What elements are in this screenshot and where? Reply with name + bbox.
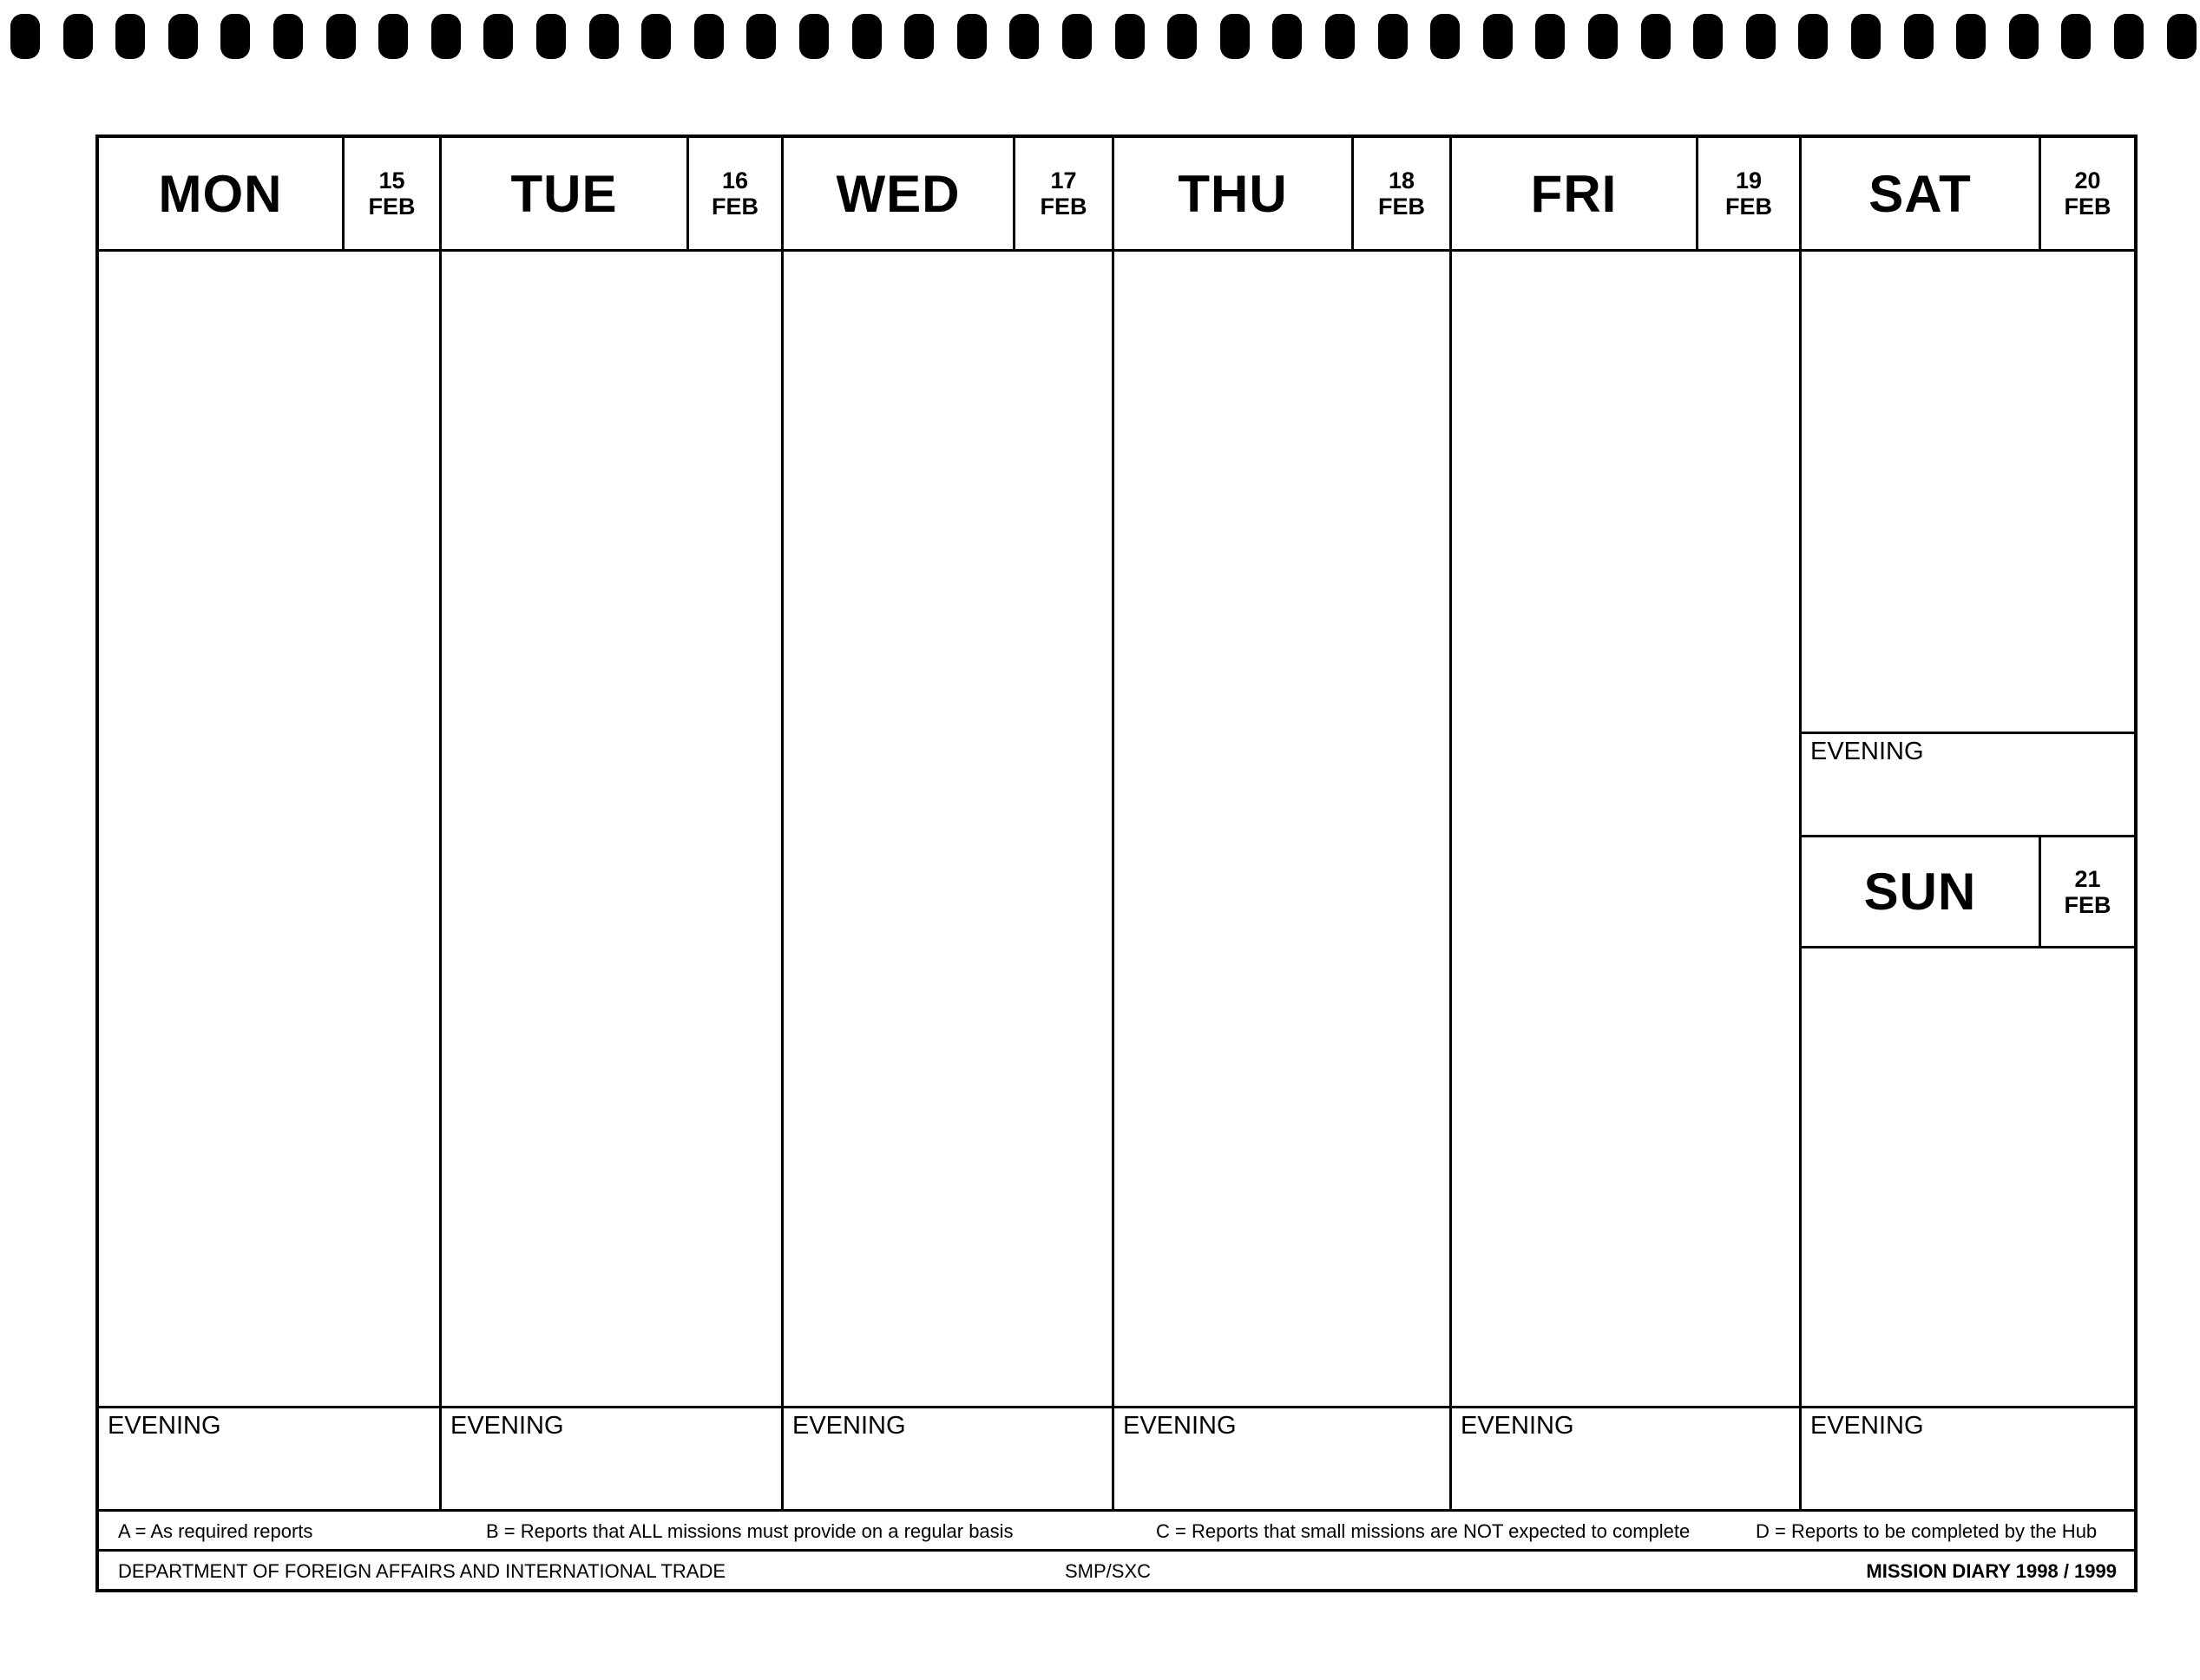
binding-hole: [957, 14, 987, 59]
binding-hole: [799, 14, 829, 59]
binding-hole: [852, 14, 882, 59]
binding-hole: [1798, 14, 1828, 59]
binding-hole: [326, 14, 356, 59]
day-name: MON: [99, 138, 345, 249]
day-header: [99, 138, 439, 252]
date-month: FEB: [1040, 194, 1087, 220]
binding-hole: [1062, 14, 1092, 59]
evening-box[interactable]: [1114, 1406, 1449, 1509]
binding-hole: [904, 14, 934, 59]
binding-hole: [10, 14, 40, 59]
evening-label: EVENING: [1123, 1412, 1237, 1440]
date-month: FEB: [2064, 891, 2111, 918]
legend-b: B = Reports that ALL missions must provide on a regular basis: [486, 1520, 1014, 1542]
evening-box-sun[interactable]: [1802, 1406, 2134, 1509]
binding-hole: [220, 14, 250, 59]
binding-hole: [1693, 14, 1723, 59]
binding-hole: [1851, 14, 1881, 59]
day-date: [345, 138, 439, 249]
binding-hole: [536, 14, 566, 59]
day-column-fri[interactable]: [1452, 138, 1802, 1509]
binding-holes: [0, 0, 2200, 78]
evening-box-sat[interactable]: [1802, 732, 2134, 835]
evening-label: EVENING: [1810, 1412, 1924, 1440]
date-number: 17: [1050, 167, 1077, 194]
binding-hole: [1115, 14, 1145, 59]
day-date: [2041, 138, 2134, 249]
day-name: WED: [784, 138, 1015, 249]
day-header-sat: [1802, 138, 2134, 252]
evening-label: EVENING: [108, 1412, 221, 1440]
legend-d: D = Reports to be completed by the Hub: [1756, 1520, 2098, 1542]
day-header-sun: [1802, 835, 2134, 948]
binding-hole: [1272, 14, 1302, 59]
diary-title: MISSION DIARY 1998 / 1999: [1866, 1560, 2117, 1582]
binding-hole: [273, 14, 303, 59]
binding-hole: [1009, 14, 1039, 59]
legend-c: C = Reports that small missions are NOT expected to complete: [1156, 1520, 1691, 1542]
date-number: 21: [2074, 865, 2101, 892]
day-name: TUE: [442, 138, 689, 249]
date-month: FEB: [368, 194, 416, 220]
day-header: [1452, 138, 1799, 252]
binding-hole: [1956, 14, 1986, 59]
day-body-sun[interactable]: [1802, 948, 2134, 1406]
binding-hole: [1588, 14, 1618, 59]
binding-hole: [1535, 14, 1565, 59]
day-date: [1015, 138, 1112, 249]
binding-hole: [2009, 14, 2039, 59]
binding-hole: [63, 14, 93, 59]
date-number: 18: [1388, 167, 1415, 194]
date-month: FEB: [2064, 194, 2111, 220]
binding-hole: [1904, 14, 1934, 59]
date-number: 19: [1735, 167, 1763, 194]
page-footer: [99, 1552, 2134, 1592]
binding-hole: [2114, 14, 2144, 59]
binding-hole: [589, 14, 619, 59]
binding-hole: [1641, 14, 1671, 59]
binding-hole: [115, 14, 145, 59]
day-column-weekend: [1802, 138, 2134, 1509]
date-number: 20: [2074, 167, 2101, 194]
day-column-mon[interactable]: [99, 138, 442, 1509]
binding-hole: [2167, 14, 2197, 59]
day-name: THU: [1114, 138, 1354, 249]
evening-box[interactable]: [784, 1406, 1112, 1509]
binding-hole: [483, 14, 513, 59]
day-header: [1114, 138, 1449, 252]
day-name: FRI: [1452, 138, 1698, 249]
evening-box[interactable]: [99, 1406, 439, 1509]
day-header: [442, 138, 781, 252]
binding-hole: [1430, 14, 1460, 59]
date-number: 16: [721, 167, 749, 194]
department-name: DEPARTMENT OF FOREIGN AFFAIRS AND INTERNATIONAL TRADE: [118, 1560, 726, 1582]
day-date: [1354, 138, 1449, 249]
evening-label: EVENING: [792, 1412, 906, 1440]
date-number: 15: [378, 167, 405, 194]
day-column-wed[interactable]: [784, 138, 1114, 1509]
evening-label: EVENING: [1461, 1412, 1574, 1440]
day-body-sat[interactable]: [1802, 252, 2134, 732]
binding-hole: [168, 14, 198, 59]
weekly-diary-page: [95, 135, 2138, 1592]
day-date: [689, 138, 781, 249]
day-date: [2041, 837, 2134, 946]
binding-hole: [431, 14, 461, 59]
report-legend: [99, 1509, 2134, 1552]
binding-hole: [1220, 14, 1250, 59]
day-header: [784, 138, 1112, 252]
evening-label: EVENING: [1810, 738, 1924, 765]
evening-box[interactable]: [442, 1406, 781, 1509]
binding-hole: [1378, 14, 1408, 59]
binding-hole: [1167, 14, 1197, 59]
binding-hole: [378, 14, 408, 59]
binding-hole: [746, 14, 776, 59]
evening-label: EVENING: [450, 1412, 564, 1440]
day-column-tue[interactable]: [442, 138, 784, 1509]
evening-box[interactable]: [1452, 1406, 1799, 1509]
date-month: FEB: [1725, 194, 1772, 220]
binding-hole: [1746, 14, 1776, 59]
binding-hole: [694, 14, 724, 59]
binding-hole: [641, 14, 671, 59]
day-name: SUN: [1802, 837, 2041, 946]
day-column-thu[interactable]: [1114, 138, 1452, 1509]
legend-a: A = As required reports: [118, 1520, 313, 1542]
day-name: SAT: [1802, 138, 2041, 249]
day-date: [1698, 138, 1799, 249]
binding-hole: [1325, 14, 1355, 59]
binding-hole: [2061, 14, 2091, 59]
document-code: SMP/SXC: [1065, 1560, 1152, 1582]
date-month: FEB: [712, 194, 759, 220]
date-month: FEB: [1378, 194, 1425, 220]
binding-hole: [1483, 14, 1513, 59]
